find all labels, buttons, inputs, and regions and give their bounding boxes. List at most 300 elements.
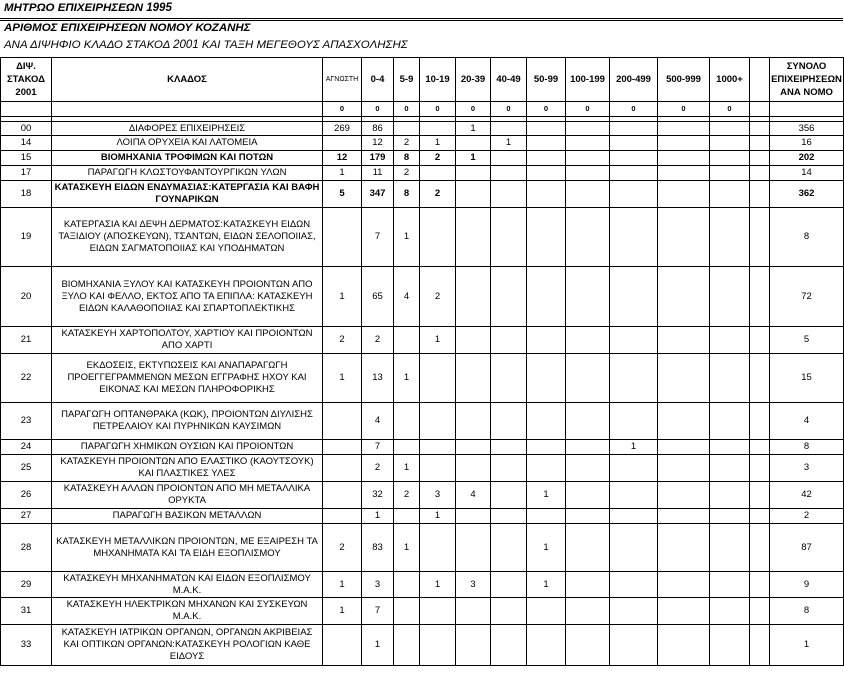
count-cell [610,354,658,403]
sector-label-cell: ΠΑΡΑΓΩΓΗ ΟΠΤΑΝΘΡΑΚΑ (ΚΩΚ), ΠΡΟΙΟΝΤΩΝ ΔΙΥΛΙΣΗΣ ΠΕΤΡΕΛΑΙΟΥ ΚΑΙ ΠΥΡΗΝΙΚΩΝ ΚΑΥΣΙΜΩΝ [52,403,323,440]
count-cell: 2 [323,524,362,572]
count-cell [323,440,362,455]
count-cell [456,440,491,455]
table-row [1,354,844,403]
count-cell [456,403,491,440]
zero-cell: 0 [456,102,491,117]
header-size-0-4: 0-4 [362,58,394,102]
count-cell [491,572,527,598]
total-cell: 8 [770,440,844,455]
count-cell [610,208,658,267]
count-cell: 1 [362,625,394,666]
total-cell: 362 [770,181,844,208]
count-cell: 1 [527,482,566,509]
count-cell [394,625,420,666]
count-cell: 1 [456,122,491,136]
count-cell [394,509,420,524]
count-cell [456,598,491,625]
zero-cell: 0 [566,102,610,117]
count-cell [323,625,362,666]
count-cell: 5 [323,181,362,208]
count-cell [710,181,750,208]
total-cell: 5 [770,327,844,354]
count-cell [456,136,491,151]
spacer-cell [750,509,770,524]
count-cell [710,524,750,572]
sector-label-cell: ΛΟΙΠΑ ΟΡΥΧΕΙΑ ΚΑΙ ΛΑΤΟΜΕΙΑ [52,136,323,151]
count-cell: 8 [394,151,420,166]
count-cell [710,122,750,136]
count-cell [420,354,456,403]
count-cell [658,166,710,181]
count-cell [710,354,750,403]
table-row [1,208,844,267]
sector-code-cell: 25 [1,455,52,482]
sector-label-cell: ΠΑΡΑΓΩΓΗ ΧΗΜΙΚΩΝ ΟΥΣΙΩΝ ΚΑΙ ΠΡΟΙΟΝΤΩΝ [52,440,323,455]
sector-label-cell: ΒΙΟΜΗΧΑΝΙΑ ΞΥΛΟΥ ΚΑΙ ΚΑΤΑΣΚΕΥΗ ΠΡΟΙΟΝΤΩΝ ΑΠΟ ΞΥΛΟ ΚΑΙ ΦΕΛΛΟ, ΕΚΤΟΣ ΑΠΟ ΤΑ ΕΠΙΠΛΑ: ΚΑΤΑΣΚΕΥΗ ΕΙΔΩΝ ΚΑΛΑΘΟΠΟΙΙΑΣ ΚΑΙ ΣΠΑΡΤΟΠΛΕΚΤΙΚΗΣ [52,267,323,327]
count-cell [710,403,750,440]
count-cell: 7 [362,208,394,267]
count-cell [658,354,710,403]
spacer-cell [750,455,770,482]
count-cell [527,598,566,625]
count-cell [323,136,362,151]
count-cell [456,524,491,572]
count-cell [394,598,420,625]
count-cell [491,440,527,455]
count-cell: 3 [456,572,491,598]
table-row [1,267,844,327]
total-cell: 9 [770,572,844,598]
count-cell: 1 [394,208,420,267]
count-cell: 1 [394,354,420,403]
spacer-cell [750,136,770,151]
count-cell [710,166,750,181]
count-cell [658,151,710,166]
count-cell [527,181,566,208]
zero-cell: 0 [362,102,394,117]
count-cell [610,625,658,666]
total-cell: 3 [770,455,844,482]
sector-code-cell: 19 [1,208,52,267]
count-cell [323,455,362,482]
count-cell [658,208,710,267]
sector-label-cell: ΚΑΤΑΣΚΕΥΗ ΑΛΛΩΝ ΠΡΟΙΟΝΤΩΝ ΑΠΟ ΜΗ ΜΕΤΑΛΛΙΚΑ ΟΡΥΚΤΑ [52,482,323,509]
count-cell [566,267,610,327]
count-cell: 4 [394,267,420,327]
count-cell [658,327,710,354]
count-cell [658,122,710,136]
spacer-cell [750,122,770,136]
count-cell [658,267,710,327]
count-cell [610,166,658,181]
data-table [0,57,844,666]
count-cell: 1 [420,136,456,151]
spacer-cell [750,151,770,166]
count-cell [566,208,610,267]
count-cell [527,327,566,354]
count-cell [566,181,610,208]
spacer-cell [750,625,770,666]
table-row [1,166,844,181]
spacer-cell [750,482,770,509]
count-cell [566,482,610,509]
sector-label-cell: ΚΑΤΑΣΚΕΥΗ ΧΑΡΤΟΠΟΛΤΟΥ, ΧΑΡΤΙΟΥ ΚΑΙ ΠΡΟΙΟΝΤΩΝ ΑΠΟ ΧΑΡΤΙ [52,327,323,354]
spacer-cell [750,524,770,572]
count-cell [566,151,610,166]
count-cell [527,354,566,403]
sector-code-cell: 27 [1,509,52,524]
sector-code-cell: 24 [1,440,52,455]
zero-cell-spacer [750,102,770,117]
table-row [1,598,844,625]
count-cell [658,598,710,625]
header-size-200-499: 200-499 [610,58,658,102]
sector-label-cell: ΚΑΤΑΣΚΕΥΗ ΗΛΕΚΤΡΙΚΩΝ ΜΗΧΑΝΩΝ ΚΑΙ ΣΥΣΚΕΥΩΝ Μ.Α.Κ. [52,598,323,625]
count-cell: 269 [323,122,362,136]
spacer-cell [750,354,770,403]
count-cell [710,482,750,509]
count-cell [610,482,658,509]
count-cell: 2 [394,136,420,151]
zero-cell: 0 [658,102,710,117]
sector-code-cell: 18 [1,181,52,208]
count-cell [710,625,750,666]
count-cell [323,403,362,440]
count-cell [456,181,491,208]
count-cell: 83 [362,524,394,572]
count-cell [491,166,527,181]
count-cell [491,151,527,166]
spacer-cell [750,267,770,327]
count-cell [610,455,658,482]
count-cell [658,403,710,440]
count-cell [323,208,362,267]
zero-cell: 0 [323,102,362,117]
count-cell [710,267,750,327]
sector-label-cell: ΒΙΟΜΗΧΑΝΙΑ ΤΡΟΦΙΜΩΝ ΚΑΙ ΠΟΤΩΝ [52,151,323,166]
spacer-cell [750,440,770,455]
count-cell: 2 [420,267,456,327]
count-cell [456,455,491,482]
count-cell: 2 [394,166,420,181]
spacer-cell [750,166,770,181]
spacer-cell [750,208,770,267]
sector-label-cell: ΚΑΤΑΣΚΕΥΗ ΜΗΧΑΝΗΜΑΤΩΝ ΚΑΙ ΕΙΔΩΝ ΕΞΟΠΛΙΣΜΟΥ Μ.Α.Κ. [52,572,323,598]
sector-code-cell: 22 [1,354,52,403]
count-cell: 1 [323,354,362,403]
total-cell: 202 [770,151,844,166]
count-cell [456,327,491,354]
count-cell: 1 [323,267,362,327]
total-cell: 14 [770,166,844,181]
count-cell [323,482,362,509]
count-cell: 32 [362,482,394,509]
count-cell: 8 [394,181,420,208]
sector-label-cell: ΚΑΤΑΣΚΕΥΗ ΠΡΟΙΟΝΤΩΝ ΑΠΟ ΕΛΑΣΤΙΚΟ (ΚΑΟΥΤΣΟΥΚ) ΚΑΙ ΠΛΑΣΤΙΚΕΣ ΥΛΕΣ [52,455,323,482]
count-cell: 3 [362,572,394,598]
header-size-20-39: 20-39 [456,58,491,102]
sector-code-cell: 00 [1,122,52,136]
count-cell: 1 [491,136,527,151]
count-cell [566,166,610,181]
count-cell [658,572,710,598]
count-cell [323,509,362,524]
total-cell: 2 [770,509,844,524]
count-cell [527,136,566,151]
spacer-cell [750,327,770,354]
total-cell: 8 [770,208,844,267]
sector-code-cell: 17 [1,166,52,181]
count-cell [527,166,566,181]
spacer-cell [750,403,770,440]
spacer-cell [750,598,770,625]
count-cell: 179 [362,151,394,166]
count-cell: 1 [394,524,420,572]
table-row [1,136,844,151]
sector-label-cell: ΚΑΤΑΣΚΕΥΗ ΕΙΔΩΝ ΕΝΔΥΜΑΣΙΑΣ:ΚΑΤΕΡΓΑΣΙΑ ΚΑΙ ΒΑΦΗ ΓΟΥΝΑΡΙΚΩΝ [52,181,323,208]
count-cell: 4 [456,482,491,509]
count-cell [527,625,566,666]
count-cell: 7 [362,440,394,455]
count-cell: 13 [362,354,394,403]
count-cell [710,440,750,455]
count-cell [456,166,491,181]
count-cell [394,572,420,598]
count-cell: 2 [362,455,394,482]
count-cell [566,625,610,666]
header-size-50-99: 50-99 [527,58,566,102]
count-cell [658,509,710,524]
count-cell [610,572,658,598]
zero-cell: 0 [610,102,658,117]
zero-row [1,102,844,117]
count-cell [710,208,750,267]
count-cell [527,208,566,267]
header-total: ΣΥΝΟΛΟ ΕΠΙΧΕΙΡΗΣΕΩΝ ΑΝΑ ΝΟΜΟ [770,58,844,102]
table-row [1,181,844,208]
header-size-40-49: 40-49 [491,58,527,102]
count-cell [566,354,610,403]
table-row [1,482,844,509]
table-row [1,625,844,666]
count-cell [658,482,710,509]
sector-label-cell: ΕΚΔΟΣΕΙΣ, ΕΚΤΥΠΩΣΕΙΣ ΚΑΙ ΑΝΑΠΑΡΑΓΩΓΗ ΠΡΟΕΓΓΕΓΡΑΜΜΕΝΩΝ ΜΕΣΩΝ ΕΓΓΡΑΦΗΣ ΗΧΟΥ ΚΑΙ ΕΙΚΟΝΑΣ ΚΑΙ ΜΕΣΩΝ ΠΛΗΡΟΦΟΡΙΚΗΣ [52,354,323,403]
count-cell [420,598,456,625]
sector-code-cell: 29 [1,572,52,598]
count-cell [420,455,456,482]
total-cell: 15 [770,354,844,403]
count-cell [491,354,527,403]
count-cell: 1 [323,166,362,181]
count-cell [610,136,658,151]
count-cell: 1 [527,524,566,572]
count-cell [394,440,420,455]
total-cell: 1 [770,625,844,666]
sheet-subtitle: ΑΡΙΘΜΟΣ ΕΠΙΧΕΙΡΗΣΕΩΝ ΝΟΜΟΥ ΚΟΖΑΝΗΣ [4,22,251,34]
count-cell [527,267,566,327]
count-cell [456,354,491,403]
count-cell: 2 [362,327,394,354]
count-cell [456,208,491,267]
count-cell: 12 [362,136,394,151]
sector-code-cell: 28 [1,524,52,572]
count-cell [566,403,610,440]
count-cell [658,440,710,455]
total-cell: 42 [770,482,844,509]
total-cell: 16 [770,136,844,151]
count-cell [420,208,456,267]
count-cell [491,524,527,572]
count-cell [394,327,420,354]
count-cell [527,122,566,136]
count-cell [456,625,491,666]
count-cell [658,181,710,208]
count-cell [491,598,527,625]
table-row [1,524,844,572]
count-cell [491,509,527,524]
count-cell [491,327,527,354]
count-cell: 1 [420,572,456,598]
count-cell [710,327,750,354]
count-cell: 2 [323,327,362,354]
table-row [1,572,844,598]
total-cell: 4 [770,403,844,440]
count-cell [658,625,710,666]
count-cell [710,509,750,524]
count-cell [710,151,750,166]
count-cell [420,403,456,440]
sector-code-cell: 26 [1,482,52,509]
count-cell [610,524,658,572]
zero-cell: 0 [420,102,456,117]
count-cell: 1 [527,572,566,598]
table-row [1,327,844,354]
sector-code-cell: 15 [1,151,52,166]
count-cell [491,482,527,509]
count-cell [566,524,610,572]
header-row [1,58,844,102]
count-cell [527,403,566,440]
sector-code-cell: 33 [1,625,52,666]
count-cell [491,208,527,267]
count-cell [527,509,566,524]
sector-code-cell: 31 [1,598,52,625]
count-cell: 1 [323,598,362,625]
sector-label-cell: ΠΑΡΑΓΩΓΗ ΚΛΩΣΤΟΥΦΑΝΤΟΥΡΓΙΚΩΝ ΥΛΩΝ [52,166,323,181]
count-cell [456,509,491,524]
table-row [1,440,844,455]
count-cell: 4 [362,403,394,440]
count-cell [566,572,610,598]
count-cell [527,151,566,166]
count-cell [610,403,658,440]
count-cell [491,455,527,482]
count-cell: 2 [420,151,456,166]
sector-label-cell: ΚΑΤΑΣΚΕΥΗ ΙΑΤΡΙΚΩΝ ΟΡΓΑΝΩΝ, ΟΡΓΑΝΩΝ ΑΚΡΙΒΕΙΑΣ ΚΑΙ ΟΠΤΙΚΩΝ ΟΡΓΑΝΩΝ:ΚΑΤΑΣΚΕΥΗ ΡΟΛΟΓΙΩΝ ΚΑΘΕ ΕΙΔΟΥΣ [52,625,323,666]
count-cell: 65 [362,267,394,327]
zero-cell: 0 [710,102,750,117]
sector-code-cell: 21 [1,327,52,354]
count-cell [710,598,750,625]
count-cell [610,598,658,625]
count-cell [491,267,527,327]
sheet-title: ΜΗΤΡΩΟ ΕΠΙΧΕΙΡΗΣΕΩΝ 1995 [4,2,172,14]
count-cell [420,122,456,136]
count-cell: 347 [362,181,394,208]
count-cell: 1 [610,440,658,455]
count-cell [658,136,710,151]
total-cell: 356 [770,122,844,136]
count-cell: 86 [362,122,394,136]
count-cell: 3 [420,482,456,509]
count-cell: 2 [420,181,456,208]
spacer-cell [750,181,770,208]
table-row [1,509,844,524]
count-cell [491,181,527,208]
count-cell: 1 [394,455,420,482]
count-cell [610,509,658,524]
count-cell [394,403,420,440]
sector-code-cell: 23 [1,403,52,440]
count-cell [710,455,750,482]
count-cell: 12 [323,151,362,166]
count-cell [420,524,456,572]
header-size-1000-plus: 1000+ [710,58,750,102]
table-row [1,151,844,166]
header-size-100-199: 100-199 [566,58,610,102]
count-cell: 1 [456,151,491,166]
count-cell [610,181,658,208]
sector-code-cell: 14 [1,136,52,151]
count-cell [658,524,710,572]
zero-cell-code [1,102,52,117]
count-cell [527,455,566,482]
zero-cell: 0 [527,102,566,117]
spacer-cell [750,572,770,598]
count-cell: 1 [420,509,456,524]
count-cell [566,327,610,354]
count-cell [566,598,610,625]
count-cell [527,440,566,455]
header-size-500-999: 500-999 [658,58,710,102]
table-row [1,122,844,136]
header-spacer [750,58,770,102]
sector-label-cell: ΚΑΤΑΣΚΕΥΗ ΜΕΤΑΛΛΙΚΩΝ ΠΡΟΙΟΝΤΩΝ, ΜΕ ΕΞΑΙΡΕΣΗ ΤΑ ΜΗΧΑΝΗΜΑΤΑ ΚΑΙ ΤΑ ΕΙΔΗ ΕΞΟΠΛΙΣΜΟΥ [52,524,323,572]
count-cell [420,166,456,181]
total-cell: 8 [770,598,844,625]
header-sector: ΚΛΑΔΟΣ [52,58,323,102]
total-cell: 72 [770,267,844,327]
count-cell [491,403,527,440]
count-cell [658,455,710,482]
header-size-10-19: 10-19 [420,58,456,102]
count-cell [610,327,658,354]
count-cell [610,267,658,327]
count-cell: 1 [323,572,362,598]
zero-cell: 0 [394,102,420,117]
count-cell [420,625,456,666]
sector-label-cell: ΠΑΡΑΓΩΓΗ ΒΑΣΙΚΩΝ ΜΕΤΑΛΛΩΝ [52,509,323,524]
count-cell [566,122,610,136]
total-cell: 87 [770,524,844,572]
count-cell [566,509,610,524]
table-row [1,403,844,440]
count-cell: 1 [420,327,456,354]
zero-cell: 0 [491,102,527,117]
count-cell [610,151,658,166]
count-cell: 2 [394,482,420,509]
